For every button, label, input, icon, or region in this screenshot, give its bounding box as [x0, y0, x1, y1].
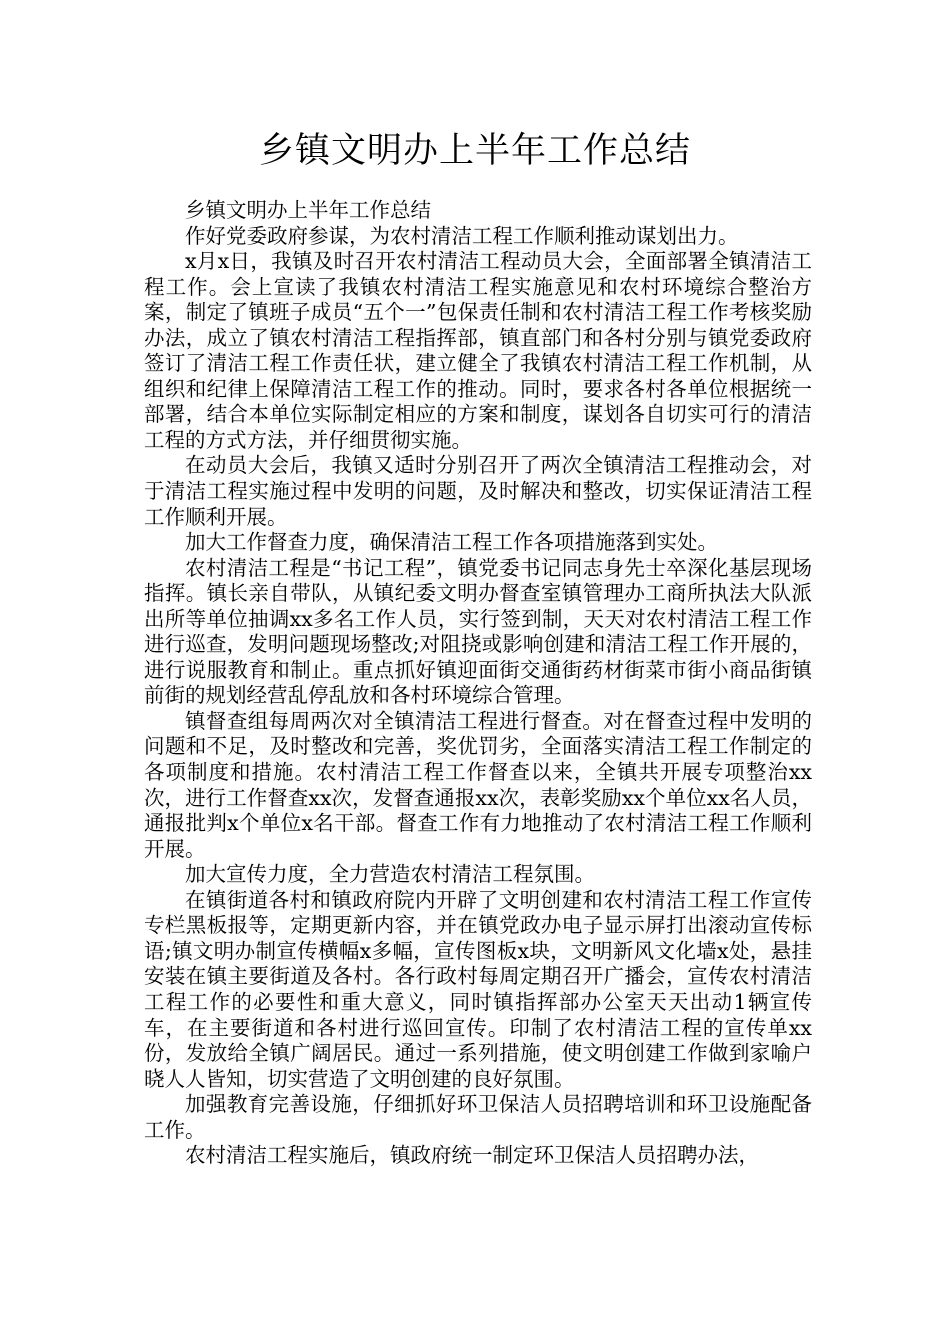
paragraph: 农村清洁工程是“书记工程”，镇党委书记同志身先士卒深化基层现场指挥。镇长亲自带队，从镇纪委文明办督查室镇管理办工商所执法大队派出所等单位抽调xx多名工作人员，实行签到制，天天对农村清洁工程工作进行巡查，发明问题现场整改;对阻挠或影响创建和清洁工程工作开展的，进行说服教育和制止。重点抓好镇迎面街交通街药材街菜市街小商品街镇前街的规划经营乱停乱放和各村环境综合管理。 — [144, 555, 812, 708]
document-title: 乡镇文明办上半年工作总结 — [258, 131, 691, 171]
paragraph: 加强教育完善设施，仔细抓好环卫保洁人员招聘培训和环卫设施配备工作。 — [144, 1092, 812, 1142]
paragraph: 在动员大会后，我镇又适时分别召开了两次全镇清洁工程推动会，对于清洁工程实施过程中发明的问题，及时解决和整改，切实保证清洁工程工作顺利开展。 — [144, 453, 812, 529]
paragraph: x月x日，我镇及时召开农村清洁工程动员大会，全面部署全镇清洁工程工作。会上宣读了我镇农村清洁工程实施意见和农村环境综合整治方案，制定了镇班子成员“五个一”包保责任制和农村清洁工程工作考核奖励办法，成立了镇农村清洁工程指挥部，镇直部门和各村分别与镇党委政府签订了清洁工程工作责任状，建立健全了我镇农村清洁工程工作机制，从组织和纪律上保障清洁工程工作的推动。同时，要求各村各单位根据统一部署，结合本单位实际制定相应的方案和制度，谋划各自切实可行的清洁工程的方式方法，并仔细贯彻实施。 — [144, 249, 812, 452]
paragraph: 加大工作督查力度，确保清洁工程工作各项措施落到实处。 — [185, 530, 718, 555]
document-body — [144, 198, 812, 1169]
paragraph: 在镇街道各村和镇政府院内开辟了文明创建和农村清洁工程工作宣传专栏黑板报等，定期更新内容，并在镇党政办电子显示屏打出滚动宣传标语;镇文明办制宣传横幅x多幅，宣传图板x块，文明新风文化墙x处，悬挂安装在镇主要街道及各村。各行政村每周定期召开广播会，宣传农村清洁工程工作的必要性和重大意义，同时镇指挥部办公室天天出动1辆宣传车，在主要街道和各村进行巡回宣传。印制了农村清洁工程的宣传单xx份，发放给全镇广阔居民。通过一系列措施，使文明创建工作做到家喻户晓人人皆知，切实营造了文明创建的良好氛围。 — [144, 887, 812, 1091]
paragraph: 作好党委政府参谋，为农村清洁工程工作顺利推动谋划出力。 — [185, 223, 739, 248]
paragraph: 镇督查组每周两次对全镇清洁工程进行督查。对在督查过程中发明的问题和不足，及时整改和完善，奖优罚劣，全面落实清洁工程工作制定的各项制度和措施。农村清洁工程工作督查以来，全镇共开展专项整治xx次，进行工作督查xx次，发督查通报xx次，表彰奖励xx个单位xx名人员，通报批判x个单位x名干部。督查工作有力地推动了农村清洁工程工作顺利开展。 — [144, 708, 812, 861]
paragraph-subtitle: 乡镇文明办上半年工作总结 — [185, 198, 431, 222]
paragraph: 加大宣传力度，全力营造农村清洁工程氛围。 — [185, 862, 595, 887]
paragraph: 农村清洁工程实施后，镇政府统一制定环卫保洁人员招聘办法， — [185, 1143, 759, 1168]
